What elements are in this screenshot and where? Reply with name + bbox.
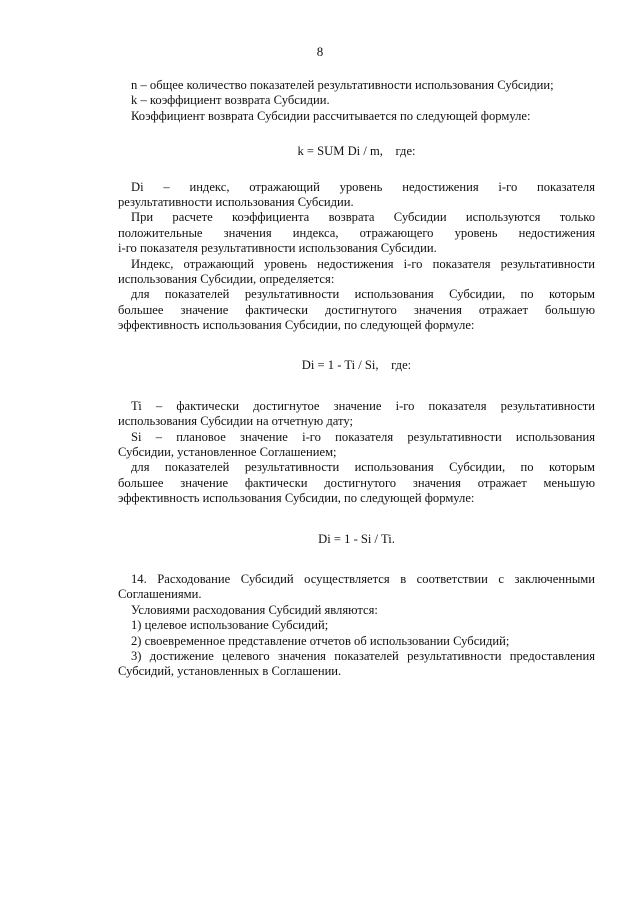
text-line: эффективность использования Субсидии, по следующей формуле: <box>118 491 475 506</box>
formula-index-larger-better: Di = 1 - Ti / Si, где: <box>301 358 412 373</box>
page-number: 8 <box>316 44 324 59</box>
document-body <box>118 78 595 680</box>
text-line: Соглашениями. <box>118 587 202 602</box>
text-line: 14. Расходование Субсидий осуществляется в соответствии с заключенными <box>131 571 595 586</box>
text-line: Условиями расходования Субсидий являются: <box>131 602 378 617</box>
text-line: большее значение фактически достигнутого значения отражает большую <box>118 302 595 317</box>
text-line: Ti – фактически достигнутое значение i-го показателя результативности <box>131 398 595 413</box>
text-line: Индекс, отражающий уровень недостижения i-го показателя результативности <box>131 256 595 271</box>
formula-index-smaller-better: Di = 1 - Si / Ti. <box>318 531 395 546</box>
list-item: 2) своевременное представление отчетов об использовании Субсидий; <box>131 633 510 648</box>
text-line: для показателей результативности использования Субсидии, по которым <box>131 460 595 475</box>
text-line: для показателей результативности использования Субсидии, по которым <box>131 287 595 302</box>
text-line: i-го показателя результативности использования Субсидии. <box>118 241 437 256</box>
text-line: При расчете коэффициента возврата Субсидии используются только <box>131 210 595 225</box>
text-line: n – общее количество показателей результативности использования Субсидии; <box>131 78 554 92</box>
text-line: использования Субсидии, определяется: <box>118 271 335 286</box>
text-line: эффективность использования Субсидии, по следующей формуле: <box>118 318 475 333</box>
text-line: положительные значения индекса, отражающего уровень недостижения <box>118 225 595 240</box>
text-line: k – коэффициент возврата Субсидии. <box>131 93 330 108</box>
formula-return-coefficient: k = SUM Di / m, где: <box>297 144 416 159</box>
list-item: 3) достижение целевого значения показателей результативности предоставления <box>131 648 595 663</box>
text-line: Si – плановое значение i-го показателя результативности использования <box>131 429 595 444</box>
text-line: Коэффициент возврата Субсидии рассчитывается по следующей формуле: <box>131 108 531 123</box>
text-line: использования Субсидии на отчетную дату; <box>118 414 353 429</box>
text-line: результативности использования Субсидии. <box>118 194 354 209</box>
text-line: Субсидии, установленное Соглашением; <box>118 445 337 460</box>
text-line: Субсидий, установленных в Соглашении. <box>118 664 342 679</box>
text-line: Di – индекс, отражающий уровень недостижения i-го показателя <box>131 179 595 194</box>
list-item: 1) целевое использование Субсидий; <box>131 618 329 633</box>
text-line: большее значение фактически достигнутого значения отражает меньшую <box>118 475 595 490</box>
